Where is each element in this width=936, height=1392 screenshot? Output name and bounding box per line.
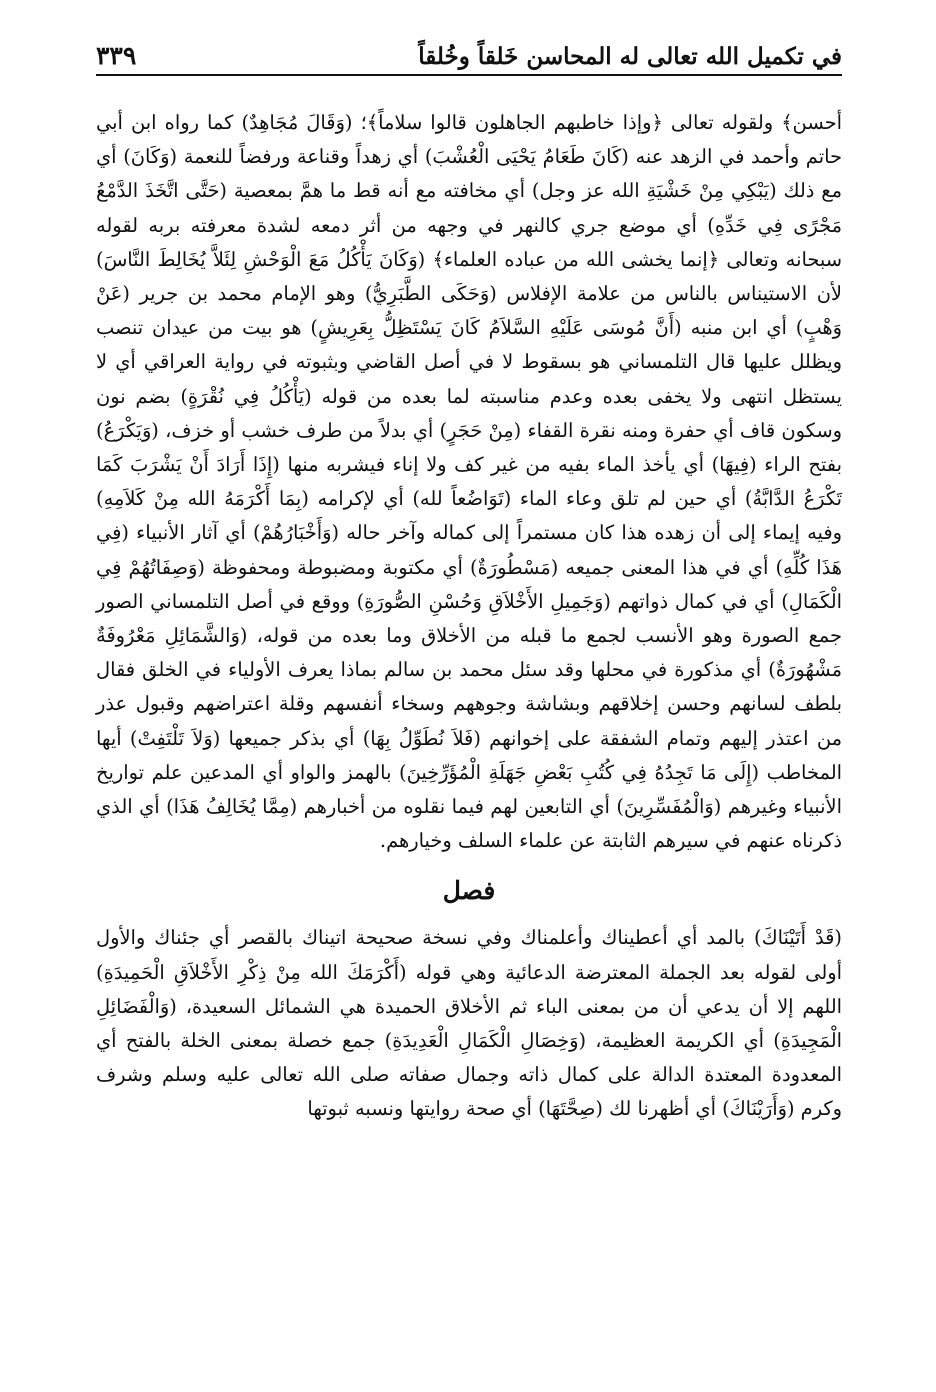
page-body [96,106,842,1127]
commentary-paragraph: أحسن﴾ ولقوله تعالى ﴿وإذا خاطبهم الجاهلون قالوا سلاماً﴾؛ (وَقَالَ مُجَاهِدٌ) كما رواه ابن أبي حاتم وأحمد في الزهد عنه (كَانَ طَعَامُ يَحْيَى الْعُشْبَ) أي زهداً وقناعة ورفضاً للنعمة (وَكَانَ) أي مع ذلك (يَبْكِي مِنْ خَشْيَةِ الله عز وجل) أي مخافته مع أنه قط ما همَّ بمعصية (حَتَّى اتَّخَذَ الدَّمْعُ مَجْرًى فِي خَدِّهِ) أي موضع جري كالنهر في وجهه من أثر دمعه لشدة معرفته بربه لقوله سبحانه وتعالى ﴿إنما يخشى الله من عباده العلماء﴾ (وَكَانَ يَأْكُلُ مَعَ الْوَحْشِ لِئَلاَّ يُخَالِطَ النَّاسَ) لأن الاستيناس بالناس من علامة الإفلاس (وَحَكَى الطَّبَرِيُّ) وهو الإمام محمد بن جرير (عَنْ وَهْبٍ) أي ابن منبه (أَنَّ مُوسَى عَلَيْهِ السَّلاَمُ كَانَ يَسْتَظِلُّ بِعَرِيشٍ) هو بيت من عيدان تنصب ويظلل عليها قال التلمساني هو بسقوط لا في أصل القاضي وبثبوته في رواية العراقي أي لا يستظل انتهى ولا يخفى بعده وعدم مناسبته لما بعده من قوله (يَأْكُلُ فِي نُقْرَةٍ) بضم نون وسكون قاف أي حفرة ومنه نقرة القفاء (مِنْ حَجَرٍ) أي بدلاً من طرف خشب أو خزف، (وَيَكْرَعُ) بفتح الراء (فِيهَا) أي يأخذ الماء بفيه من غير كف ولا إناء فيشربه منها (إِذَا أَرَادَ أَنْ يَشْرَبَ كَمَا تَكْرَعُ الدَّابَّةُ) أي حين لم تلق وعاء الماء (تَوَاضُعاً لله) أي لإكرامه (بِمَا أَكْرَمَهُ الله مِنْ كَلاَمِهِ) وفيه إيماء إلى أن زهده هذا كان مستمراً إلى كماله وآخر حاله (وَأَخْبَارُهُمْ) أي آثار الأنبياء (فِي هَذَا كُلِّهِ) أي في هذا المعنى جميعه (مَسْطُورَةٌ) أي مكتوبة ومضبوطة ومحفوظة (وَصِفَاتُهُمْ فِي الْكَمَالِ) أي في كمال ذواتهم (وَجَمِيلِ الأَخْلاَقِ وَحُسْنِ الصُّورَةِ) ووقع في أصل التلمساني الصور جمع الصورة وهو الأنسب لجمع ما قبله من الأخلاق وما بعده من قوله، (وَالشَّمَائِلِ مَعْرُوفَةٌ مَشْهُورَةٌ) أي مذكورة في محلها وقد سئل محمد بن سالم بماذا يعرف الأولياء في الخلق فقال بلطف لسانهم وحسن إخلاقهم وبشاشة وجوههم وسخاء أنفسهم وقلة اعتراضهم وقبول عذر من اعتذر إليهم وتمام الشفقة على إخوانهم (فَلاَ نُطَوِّلُ بِهَا) أي بذكر جميعها (وَلاَ تَلْتَفِتْ) أيها المخاطب (إِلَى مَا تَجِدُهُ فِي كُتُبِ بَعْضِ جَهَلَةِ الْمُؤَرِّخِينَ) بالهمز والواو أي المدعين علم تواريخ الأنبياء وغيرهم (وَالْمُفَسِّرِينَ) أي التابعين لهم فيما نقلوه من أخبارهم (مِمَّا يُخَالِفُ هَذَا) أي الذي ذكرناه عنهم في سيرهم الثابتة عن علماء السلف وخيارهم. [96,111,842,853]
section-heading [96,876,842,907]
running-title: في تكميل الله تعالى له المحاسن خَلقاً وخُلقاً [418,43,842,70]
book-page [96,30,842,1127]
page-header [96,30,842,76]
section-heading-text: فصل [442,876,496,906]
page-number: ٣٣٩ [96,41,137,70]
commentary-paragraph: (قَدْ أَتَيْنَاكَ) بالمد أي أعطيناك وأعلمناك وفي نسخة صحيحة اتيناك بالقصر أي جئناك والأول أولى لقوله بعد الجملة المعترضة الدعائية وهي قوله (أَكْرَمَكَ الله مِنْ ذِكْرِ الأَخْلاَقِ الْحَمِيدَةِ) اللهم إلا أن يدعي أن من بمعنى الباء ثم الأخلاق الحميدة هي الشمائل السعيدة، (وَالْفَضَائِلِ الْمَجِيدَةِ) أي الكريمة العظيمة، (وَخِصَالِ الْكَمَالِ الْعَدِيدَةِ) جمع خصلة بمعنى الخلة بالفتح أي المعدودة المعتدة الدالة على كمال ذاته وجمال صفاته صلى الله تعالى عليه وسلم وشرف وكرم (وَأَرَيْنَاكَ) أي أظهرنا لك (صِحَّتَهَا) أي صحة روايتها ونسبه ثبوتها [96,926,842,1121]
